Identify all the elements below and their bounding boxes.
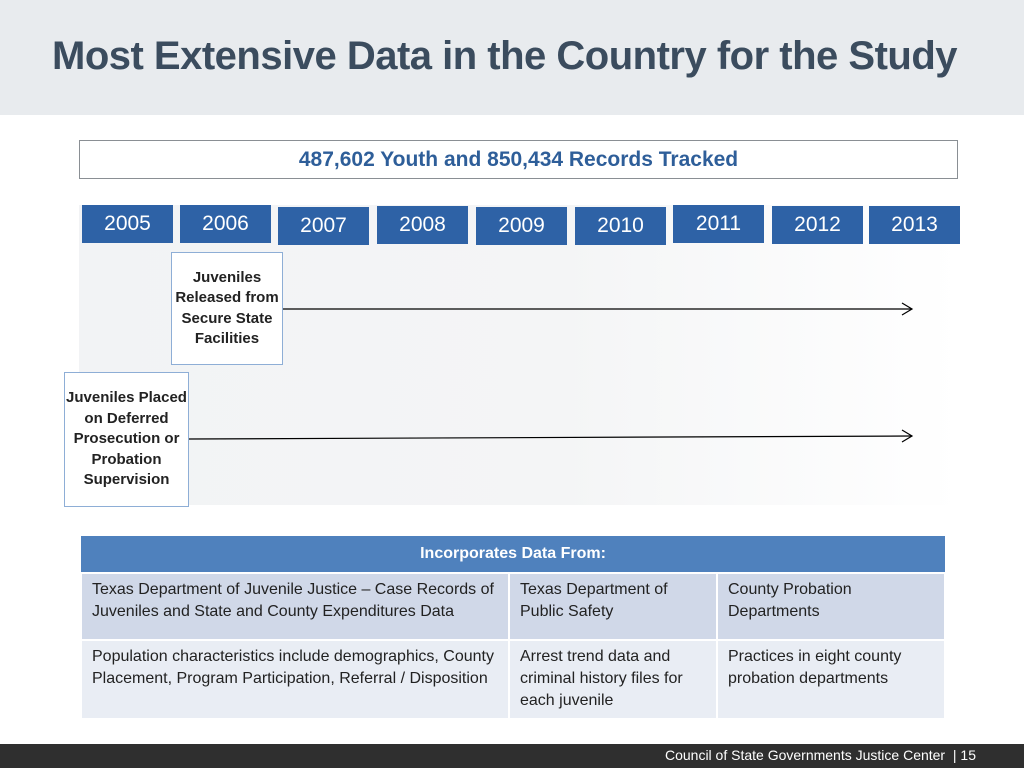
source-dps: Texas Department of Public Safety bbox=[509, 573, 717, 640]
data-sources-table bbox=[80, 536, 946, 720]
year-2006: 2006 bbox=[180, 205, 271, 243]
slide-footer bbox=[0, 744, 1024, 768]
table-row bbox=[81, 573, 945, 640]
year-2005: 2005 bbox=[82, 205, 173, 243]
year-2008: 2008 bbox=[377, 206, 468, 244]
detail-tjjd: Population characteristics include demographics, County Placement, Program Participation, Referral / Disposition bbox=[81, 640, 509, 719]
detail-dps: Arrest trend data and criminal history files for each juvenile bbox=[509, 640, 717, 719]
year-2012: 2012 bbox=[772, 206, 863, 244]
source-tjjd: Texas Department of Juvenile Justice – Case Records of Juveniles and State and County Expenditures Data bbox=[81, 573, 509, 640]
slide-title: Most Extensive Data in the Country for the Study bbox=[52, 34, 958, 78]
year-2013: 2013 bbox=[869, 206, 960, 244]
table-row bbox=[81, 640, 945, 719]
year-2009: 2009 bbox=[476, 207, 567, 245]
category-label: Juveniles Released from Secure State Facilities bbox=[175, 268, 279, 347]
footer-org: Council of State Governments Justice Center bbox=[664, 747, 946, 763]
source-county-probation: County Probation Departments bbox=[717, 573, 945, 640]
probation-timeline-arrow bbox=[189, 436, 912, 439]
year-2010: 2010 bbox=[575, 207, 666, 245]
footer-text: Council of State Governments Justice Center | 15 bbox=[664, 747, 976, 763]
year-2011: 2011 bbox=[673, 205, 764, 243]
detail-county-probation: Practices in eight county probation departments bbox=[717, 640, 945, 719]
page-number: 15 bbox=[960, 747, 976, 763]
data-sources-header: Incorporates Data From: bbox=[81, 536, 945, 573]
category-label: Juveniles Placed on Deferred Prosecution or Probation Supervision bbox=[66, 389, 187, 489]
records-summary: 487,602 Youth and 850,434 Records Tracked bbox=[79, 140, 958, 179]
year-2007: 2007 bbox=[278, 207, 369, 245]
